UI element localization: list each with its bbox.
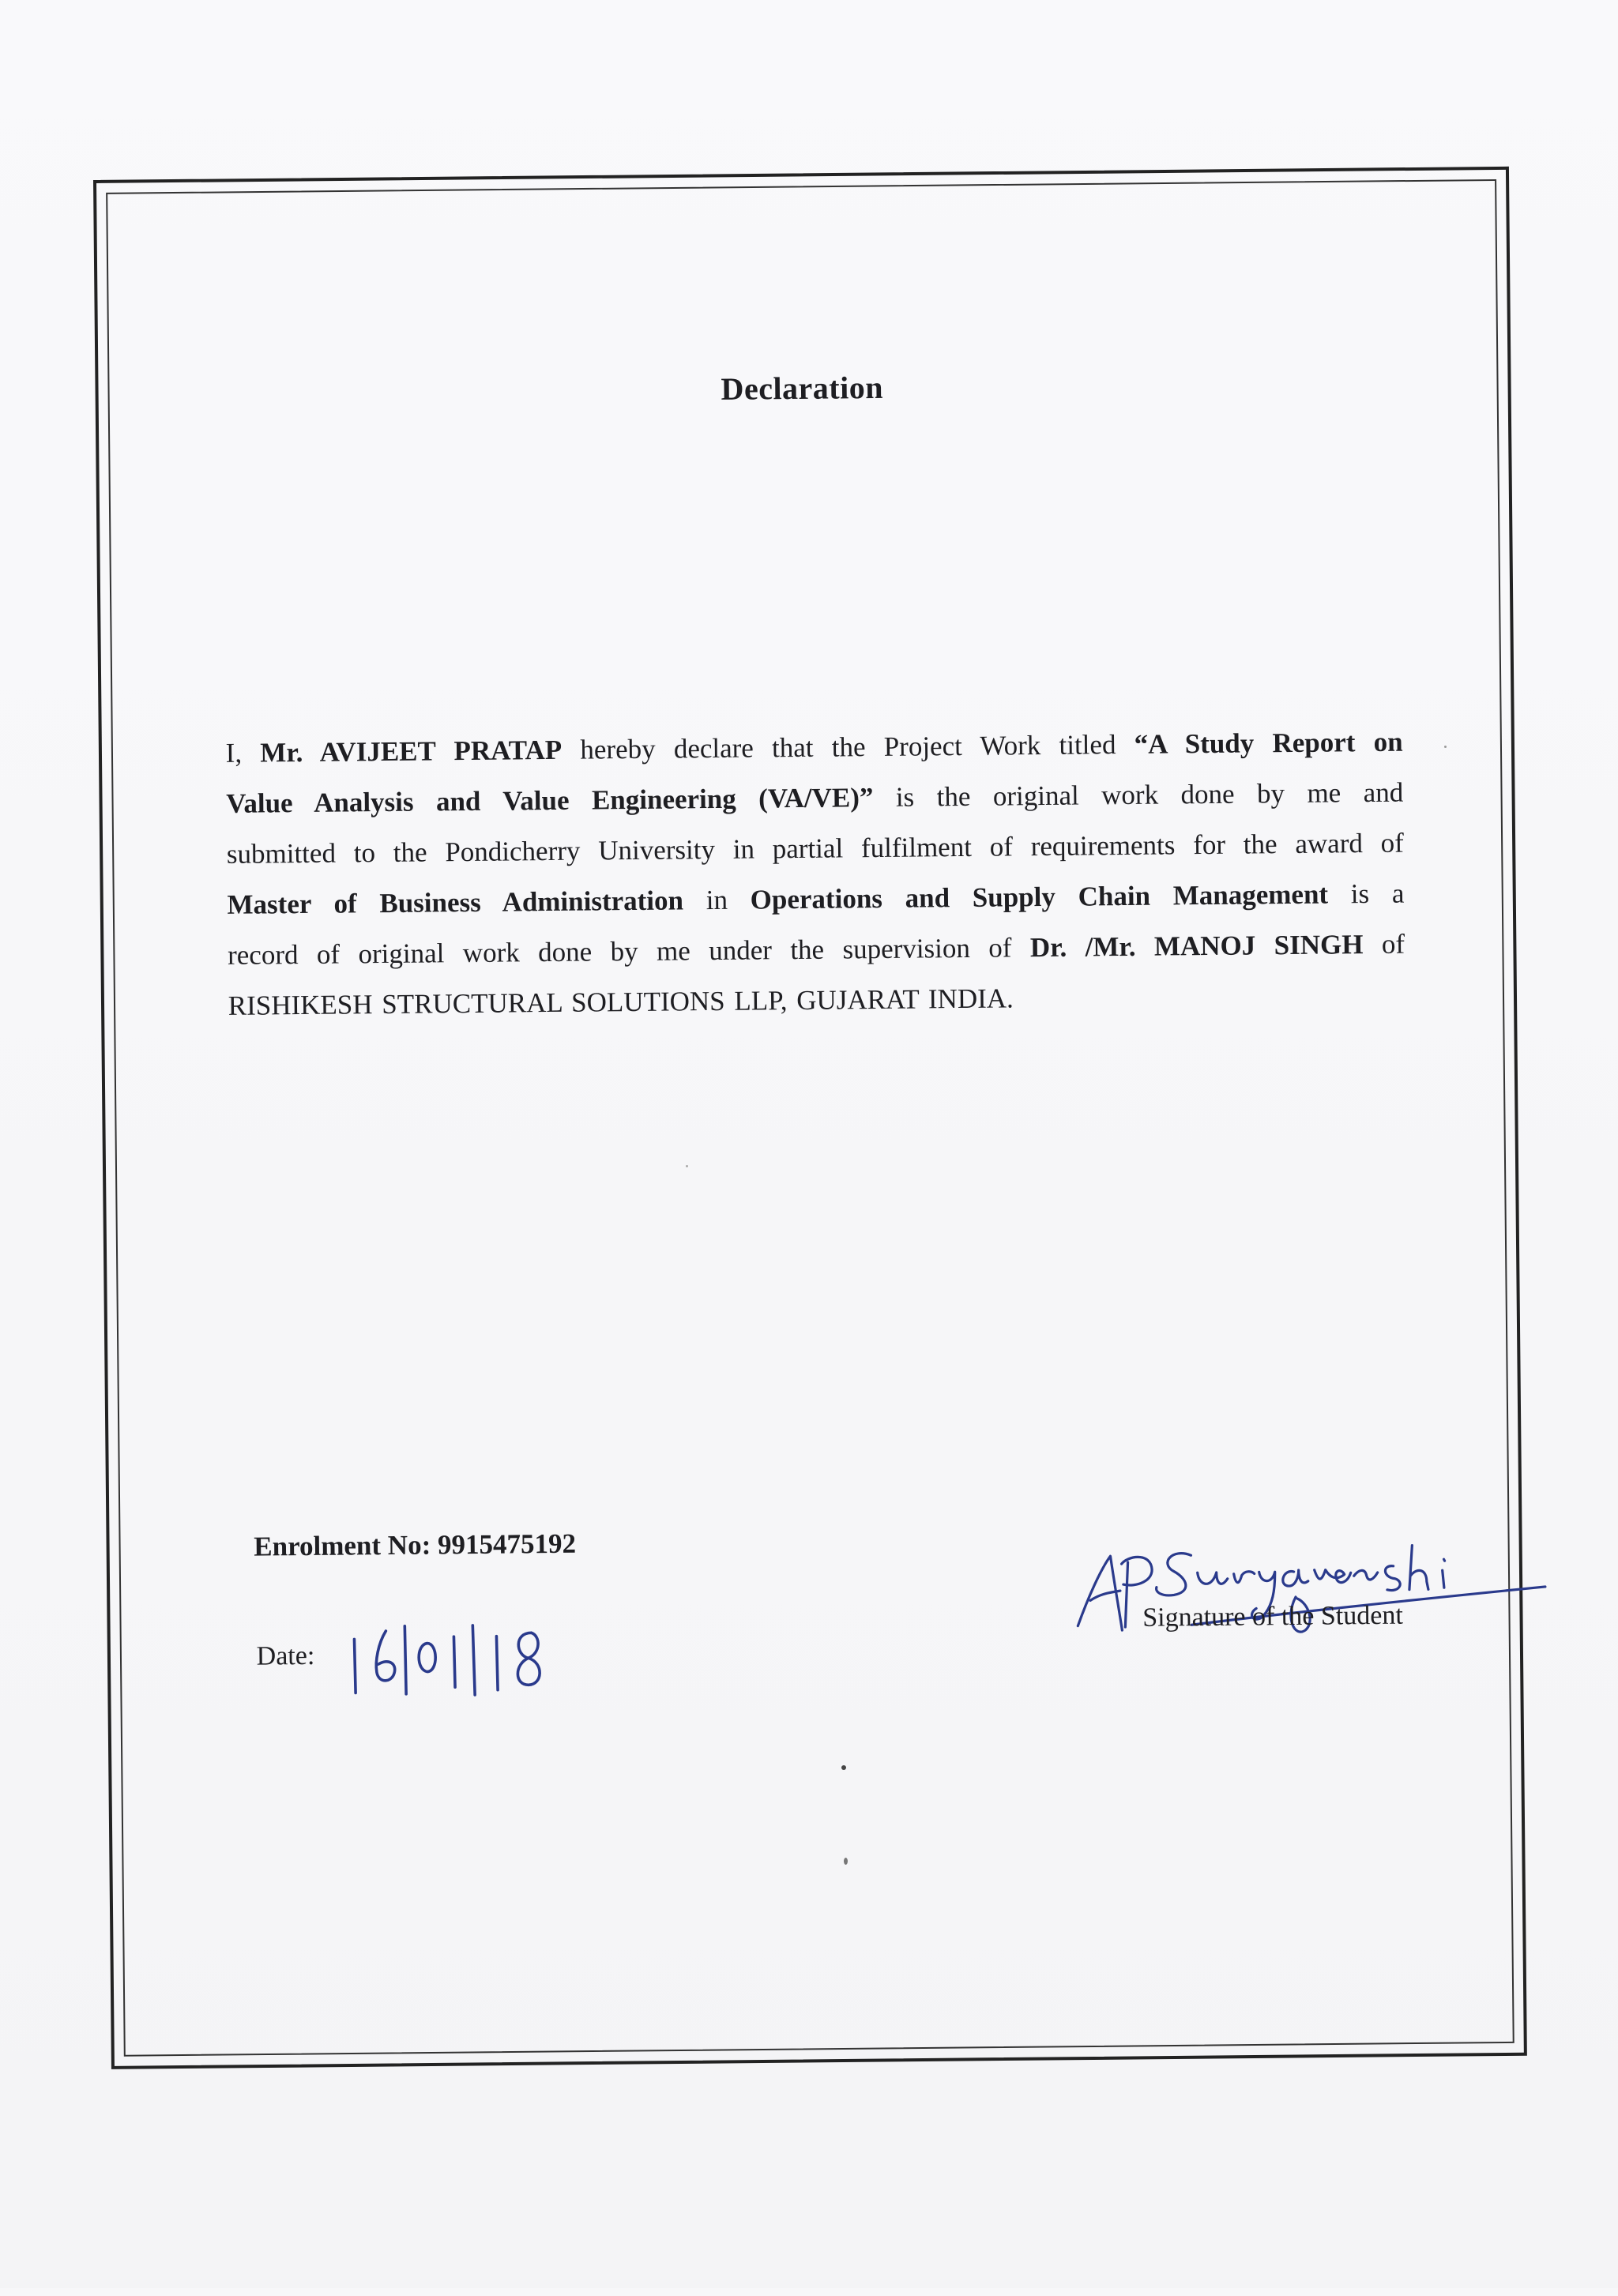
scan-speck: [1444, 746, 1447, 748]
document-title: Declaration: [721, 369, 884, 407]
bold-text-run: Value Analysis and Value Engineering (VA/VE)”: [226, 782, 874, 819]
date-label: Date:: [256, 1640, 315, 1671]
bold-text-run: Mr. AVIJEET PRATAP: [260, 734, 563, 768]
text-run: is a: [1327, 877, 1405, 910]
bold-text-run: Dr. /Mr. MANOJ SINGH: [1029, 929, 1364, 964]
text-run: hereby declare that the Project Work titled: [562, 728, 1134, 765]
text-run: submitted to the Pondicherry University in partial fulfilment of requirements for the award of: [226, 827, 1405, 870]
enrolment-number: Enrolment No: 9915475192: [254, 1528, 577, 1562]
bold-text-run: “A Study Report on: [1134, 726, 1403, 760]
scan-speck: [686, 1165, 688, 1167]
declaration-paragraph: [225, 717, 1405, 1032]
text-run: of: [1363, 928, 1405, 960]
text-run: record of original work done by me under the supervision of: [227, 932, 1031, 971]
signature-label: Signature of the Student: [1142, 1600, 1403, 1633]
text-run: RISHIKESH STRUCTURAL SOLUTIONS LLP, GUJARAT INDIA.: [228, 983, 1014, 1021]
text-run: in: [683, 884, 751, 916]
text-run: is the original work done by me and: [873, 776, 1404, 814]
bold-text-run: Operations and Supply Chain Management: [750, 878, 1329, 915]
bold-text-run: Master of Business Administration: [227, 885, 684, 920]
scan-speck: [841, 1765, 846, 1770]
paragraph-line: [228, 970, 1405, 1032]
handwritten-date: [344, 1618, 559, 1700]
text-run: I,: [225, 737, 261, 768]
scan-speck: [844, 1858, 848, 1865]
